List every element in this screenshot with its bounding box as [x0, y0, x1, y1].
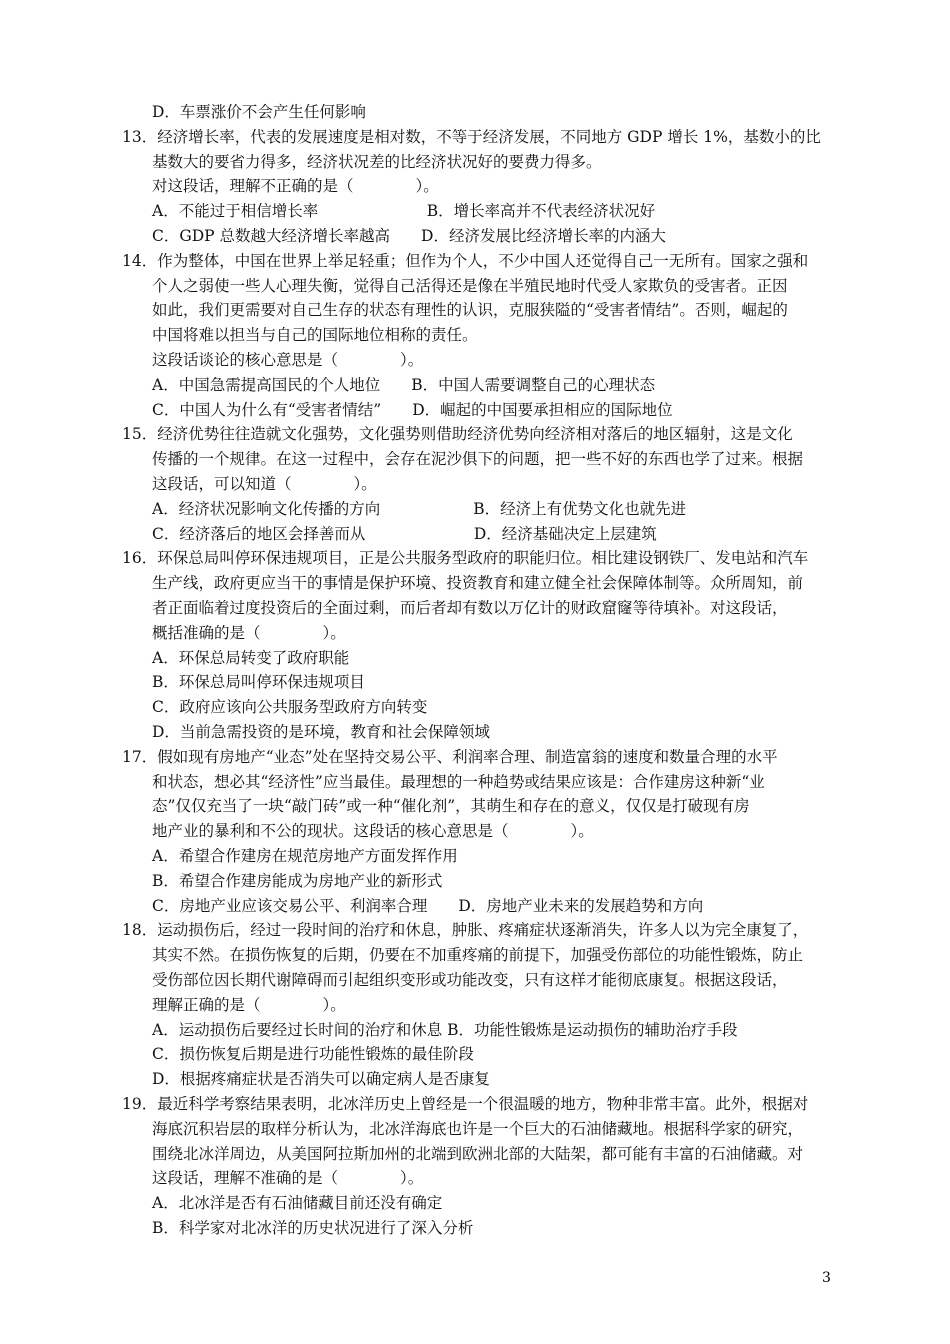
text-line: 16．环保总局叫停环保违规项目，正是公共服务型政府的职能归位。相比建设钢铁厂、发电站和汽车 [122, 549, 809, 568]
text-line: 19．最近科学考察结果表明，北冰洋历史上曾经是一个很温暖的地方，物种非常丰富。此外，根据对 [122, 1095, 809, 1113]
text-line: 地产业的暴利和不公的现状。这段话的核心意思是（ ）。 [152, 822, 594, 841]
text-line: A．经济状况影响文化传播的方向 B．经济上有优势文化也就先进 [152, 499, 687, 518]
text-line: 如此，我们更需要对自己生存的状态有理性的认识，克服狭隘的“受害者情结”。否则，崛起的 [152, 301, 788, 320]
text-line: B．科学家对北冰洋的历史状况进行了深入分析 [152, 1219, 474, 1237]
text-line: 海底沉积岩层的取样分析认为，北冰洋海底也许是一个巨大的石油储藏地。根据科学家的研究， [152, 1119, 804, 1138]
text-line: C．经济落后的地区会择善而从 D．经济基础决定上层建筑 [152, 524, 657, 543]
page-number: 3 [822, 1270, 831, 1286]
text-line: 个人之弱使一些人心理失衡，觉得自己活得还是像在半殖民地时代受人家欺负的受害者。正因 [152, 276, 788, 295]
text-line: 这段话，可以知道（ ）。 [152, 475, 377, 493]
text-line: 15．经济优势往往造就文化强势，文化强势则借助经济优势向经济相对落后的地区辐射，这是文化 [122, 425, 793, 444]
text-line: 13．经济增长率，代表的发展速度是相对数，不等于经济发展，不同地方 GDP 增长 1%，基数小的比 [122, 127, 821, 146]
text-line: 围绕北冰洋周边，从美国阿拉斯加州的北端到欧洲北部的大陆架，都可能有丰富的石油储藏。对 [152, 1144, 804, 1163]
text-line: 和状态，想必其“经济性”应当最佳。最理想的一种趋势或结果应该是：合作建房这种新“业 [152, 772, 765, 791]
text-line: A．中国急需提高国民的个人地位 B．中国人需要调整自己的心理状态 [152, 375, 656, 394]
text-line: A．北冰洋是否有石油储藏目前还没有确定 [152, 1194, 443, 1213]
text-line: A．希望合作建房在规范房地产方面发挥作用 [152, 847, 458, 865]
text-line: C．GDP 总数越大经济增长率越高 D．经济发展比经济增长率的内涵大 [152, 227, 666, 245]
text-line: A．运动损伤后要经过长时间的治疗和休息 B．功能性锻炼是运动损伤的辅助治疗手段 [152, 1020, 738, 1039]
text-line: C．政府应该向公共服务型政府方向转变 [152, 698, 428, 717]
text-line: D．根据疼痛症状是否消失可以确定病人是否康复 [152, 1070, 490, 1089]
text-line: 其实不然。在损伤恢复的后期，仍要在不加重疼痛的前提下，加强受伤部位的功能性锻炼，防止 [152, 946, 804, 965]
text-line: A．环保总局转变了政府职能 [152, 648, 350, 667]
text-line: 理解正确的是（ ）。 [152, 995, 346, 1014]
text-line: 态”仅仅充当了一块“敲门砖”或一种“催化剂”，其萌生和存在的意义，仅仅是打破现有房 [152, 797, 750, 816]
text-line: 基数大的要省力得多，经济状况差的比经济状况好的要费力得多。 [152, 152, 602, 171]
text-line: 这段话谈论的核心意思是（ ）。 [152, 351, 424, 369]
text-line: 生产线，政府更应当干的事情是保护环境、投资教育和建立健全社会保障体制等。众所周知，前 [152, 574, 804, 593]
text-line: C．中国人为什么有“受害者情结” D．崛起的中国要承担相应的国际地位 [152, 400, 673, 419]
text-line: 17．假如现有房地产“业态”处在坚持交易公平、利润率合理、制造富翁的速度和数量合理的水平 [122, 747, 778, 766]
text-line: C．损伤恢复后期是进行功能性锻炼的最佳阶段 [152, 1045, 474, 1064]
text-line: D．当前急需投资的是环境，教育和社会保障领域 [152, 723, 490, 741]
text-line: D．车票涨价不会产生任何影响 [152, 103, 366, 121]
text-line: 这段话，理解不准确的是（ ）。 [152, 1169, 424, 1188]
text-line: B．希望合作建房能成为房地产业的新形式 [152, 871, 443, 890]
text-line: 18．运动损伤后，经过一段时间的治疗和休息，肿胀、疼痛症状逐渐消失，许多人以为完全康复了， [122, 921, 809, 940]
text-line: 受伤部位因长期代谢障碍而引起组织变形或功能改变，只有这样才能彻底康复。根据这段话， [152, 971, 788, 989]
text-line: 中国将难以担当与自己的国际地位相称的责任。 [152, 326, 478, 345]
text-line: 概括准确的是（ ）。 [152, 623, 346, 642]
text-line: 对这段话，理解不正确的是（ ）。 [152, 177, 439, 196]
text-line: B．环保总局叫停环保违规项目 [152, 673, 365, 692]
text-line: 者正面临着过度投资后的全面过剩，而后者却有数以万亿计的财政窟窿等待填补。对这段话， [152, 599, 788, 617]
text-line: A．不能过于相信增长率 B．增长率高并不代表经济状况好 [152, 202, 656, 221]
text-line: C．房地产业应该交易公平、利润率合理 D．房地产业未来的发展趋势和方向 [152, 896, 704, 915]
text-line: 传播的一个规律。在这一过程中，会存在泥沙俱下的问题，把一些不好的东西也学了过来。根据 [152, 450, 804, 469]
text-line: 14．作为整体，中国在世界上举足轻重；但作为个人，不少中国人还觉得自己一无所有。国家之强和 [122, 251, 809, 270]
